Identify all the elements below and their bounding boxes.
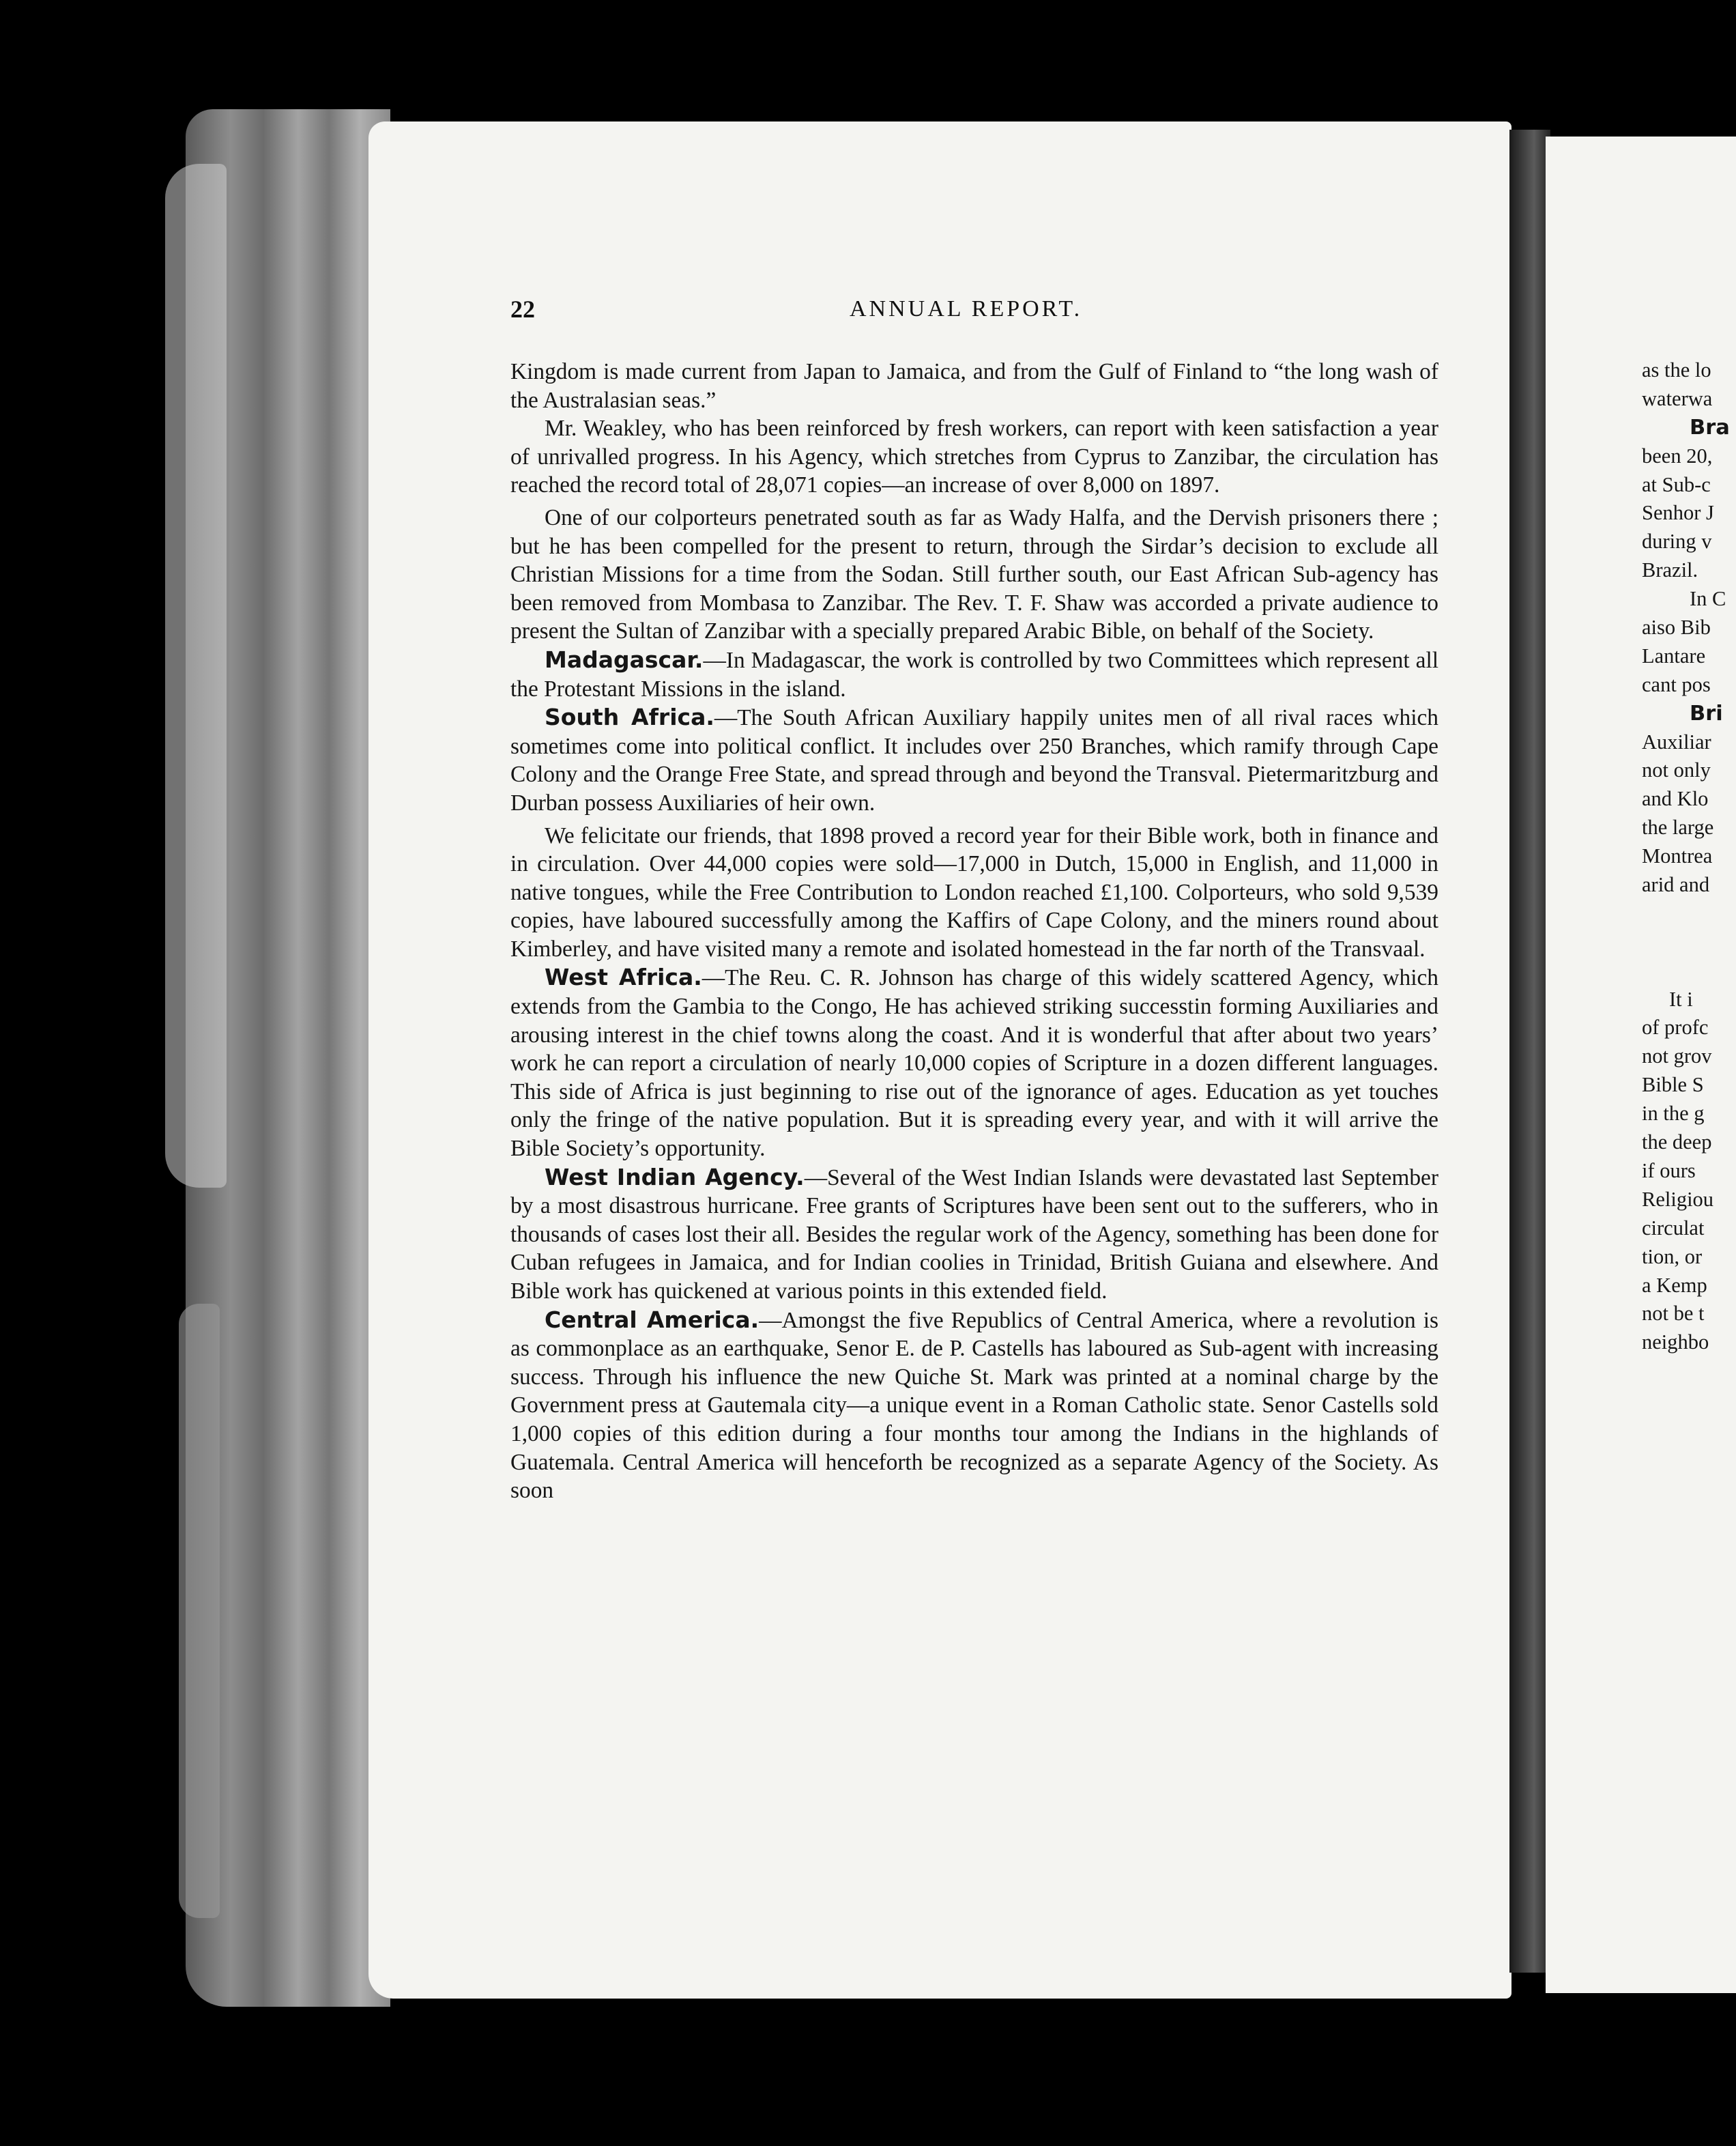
facing-page-line: as the lo — [1642, 358, 1711, 382]
paragraph — [510, 963, 1438, 1162]
paragraph — [510, 1306, 1438, 1505]
facing-page-line: tion, or — [1642, 1244, 1703, 1268]
facing-page-line: neighbo — [1642, 1330, 1709, 1354]
facing-page-line: the deep — [1642, 1130, 1712, 1154]
facing-page-line: It i — [1669, 987, 1693, 1011]
facing-page-line: during v — [1642, 530, 1712, 554]
facing-page-line: the large — [1642, 816, 1714, 840]
facing-page-line: Auxiliar — [1642, 730, 1711, 754]
facing-page-line: in the g — [1642, 1102, 1705, 1126]
book-gutter — [1509, 130, 1550, 1973]
section-heading: Central America. — [545, 1306, 760, 1333]
facing-page-text — [1642, 356, 1736, 1357]
facing-page-line — [1642, 928, 1736, 957]
facing-page-line: not grov — [1642, 1044, 1712, 1068]
page-number: 22 — [510, 296, 535, 323]
paragraph — [510, 358, 1438, 414]
running-head: ANNUAL REPORT. — [850, 296, 1083, 321]
facing-page-line: Brazil. — [1642, 558, 1698, 582]
section-heading: West Africa. — [545, 964, 702, 991]
facing-page-line: a Kemp — [1642, 1273, 1707, 1297]
facing-page-line: and Klo — [1642, 787, 1709, 811]
body-text — [510, 358, 1438, 1505]
paragraph-text: Kingdom is made current from Japan to Jamaica, and from the Gulf of Finland to “the long wash of the Australasian seas.” — [510, 359, 1438, 413]
facing-page-line: arid and — [1642, 873, 1710, 897]
paragraph-text: We felicitate our friends, that 1898 proved a record year for their Bible work, both in finance and in circulation. Over 44,000 copies were sold—17,000 in Dutch, 15,000 in English, and 11,000 in native tongues, while the Free Contribution to London reached £1,100. Colporteurs, who sold 9,539 copies, have laboured successfully among the Kaffirs of Cape Colony, and the miners round about Kimberley, and have visited many a remote and isolated homestead in the far north of the Transvaal. — [510, 822, 1438, 962]
facing-page-line: Bible S — [1642, 1073, 1704, 1097]
facing-page-line: been 20, — [1642, 444, 1713, 468]
facing-page-line: aiso Bib — [1642, 616, 1711, 640]
paragraph-text: One of our colporteurs penetrated south as far as Wady Halfa, and the Dervish prisoners there ; but he has been compelled for the present to return, through the Sirdar’s decision to exclude all Christian Missions for a time from the Sodan. Still further south, our East African Sub-agency has been removed from Mombasa to Zanzibar. The Rev. T. F. Shaw was accorded a private audience to present the Sultan of Zanzibar with a specially prepared Arabic Bible, on behalf of the Society. — [510, 504, 1438, 644]
facing-page-line: at Sub-c — [1642, 472, 1711, 496]
paragraph-text: —Amongst the five Republics of Central America, where a revolution is as commonplace as an earthquake, Senor E. de P. Castells has laboured as Sub-agent with increasing success. Through his influence the new Quiche St. Mark was printed at a nominal charge by the Government press at Gautemala city—a unique event in a Roman Catholic state. Senor Castells sold 1,000 copies of this edition during a four months tour among the Indians in the highlands of Guatemala. Central America will henceforth be recognized as a separate Agency of the Society. As soon — [510, 1307, 1438, 1504]
worn-page-edge-lower — [179, 1304, 220, 1918]
section-heading: South Africa. — [545, 704, 714, 731]
facing-page-line: Lantare — [1642, 644, 1706, 668]
facing-page-line: of profc — [1642, 1016, 1709, 1040]
section-heading: West Indian Agency. — [545, 1163, 805, 1190]
facing-page-line: Bra — [1690, 415, 1730, 440]
section-heading: Madagascar. — [545, 646, 704, 673]
facing-page-line: Senhor J — [1642, 501, 1714, 525]
facing-page-line — [1642, 900, 1736, 928]
facing-page-line: Montrea — [1642, 844, 1713, 868]
facing-page-line: circulat — [1642, 1216, 1705, 1240]
paragraph — [510, 414, 1438, 500]
facing-page-line: In C — [1690, 587, 1726, 611]
facing-page-line: if ours — [1642, 1158, 1696, 1182]
paragraph-text: —The South African Auxiliary happily unites men of all rival races which sometimes come into political conflict. It includes over 250 Branches, which ramify through Cape Colony and the Orange Free State, and spread through and beyond the Transval. Pietermaritzburg and Durban possess Auxiliaries of heir own. — [510, 705, 1438, 816]
facing-page-line: Bri — [1690, 701, 1723, 726]
facing-page-line — [1642, 957, 1736, 986]
facing-page-line: waterwa — [1642, 386, 1713, 410]
paragraph-text: —Several of the West Indian Islands were devastated last September by a most disastrous hurricane. Free grants of Scriptures have been sent out to the sufferers, who in thousands of cases lost their all. Besides the regular work of the Agency, something has been done for Cuban refugees in Jamaica, and for Indian coolies in Trinidad, British Guiana and elsewhere. And Bible work has quickened at various points in this extended field. — [510, 1164, 1439, 1304]
paragraph-text: —In Madagascar, the work is controlled by two Committees which represent all the Protestant Missions in the island. — [510, 647, 1438, 702]
paragraph-text: Mr. Weakley, who has been reinforced by fresh workers, can report with keen satisfaction a year of unrivalled progress. In his Agency, which stretches from Cyprus to Zanzibar, the circulation has reached the record total of 28,071 copies—an increase of over 8,000 on 1897. — [510, 416, 1438, 498]
paragraph — [510, 703, 1438, 817]
book-page-edges — [186, 109, 390, 2007]
paragraph-text: —The Reu. C. R. Johnson has charge of this widely scattered Agency, which extends from the Gambia to the Congo, He has achieved striking successtin forming Auxiliaries and arousing interest in the chief towns along the coast. And it is wonderful that after about two years’ work he can report a circulation of nearly 10,000 copies of Scripture in a dozen different languages. This side of Africa is just beginning to rise out of the ignorance of ages. Education as yet touches only the fringe of the native population. But it is spreading every year, and with it will arrive the Bible Society’s opportunity. — [510, 965, 1438, 1162]
paragraph — [510, 646, 1438, 703]
worn-page-edge — [165, 164, 227, 1188]
facing-page-line: Religiou — [1642, 1187, 1714, 1211]
facing-page-line: cant pos — [1642, 672, 1711, 696]
facing-page-line: not be t — [1642, 1302, 1705, 1326]
facing-page-line: not only — [1642, 758, 1711, 782]
paragraph — [510, 1163, 1438, 1306]
paragraph — [510, 822, 1438, 964]
paragraph — [510, 504, 1438, 646]
